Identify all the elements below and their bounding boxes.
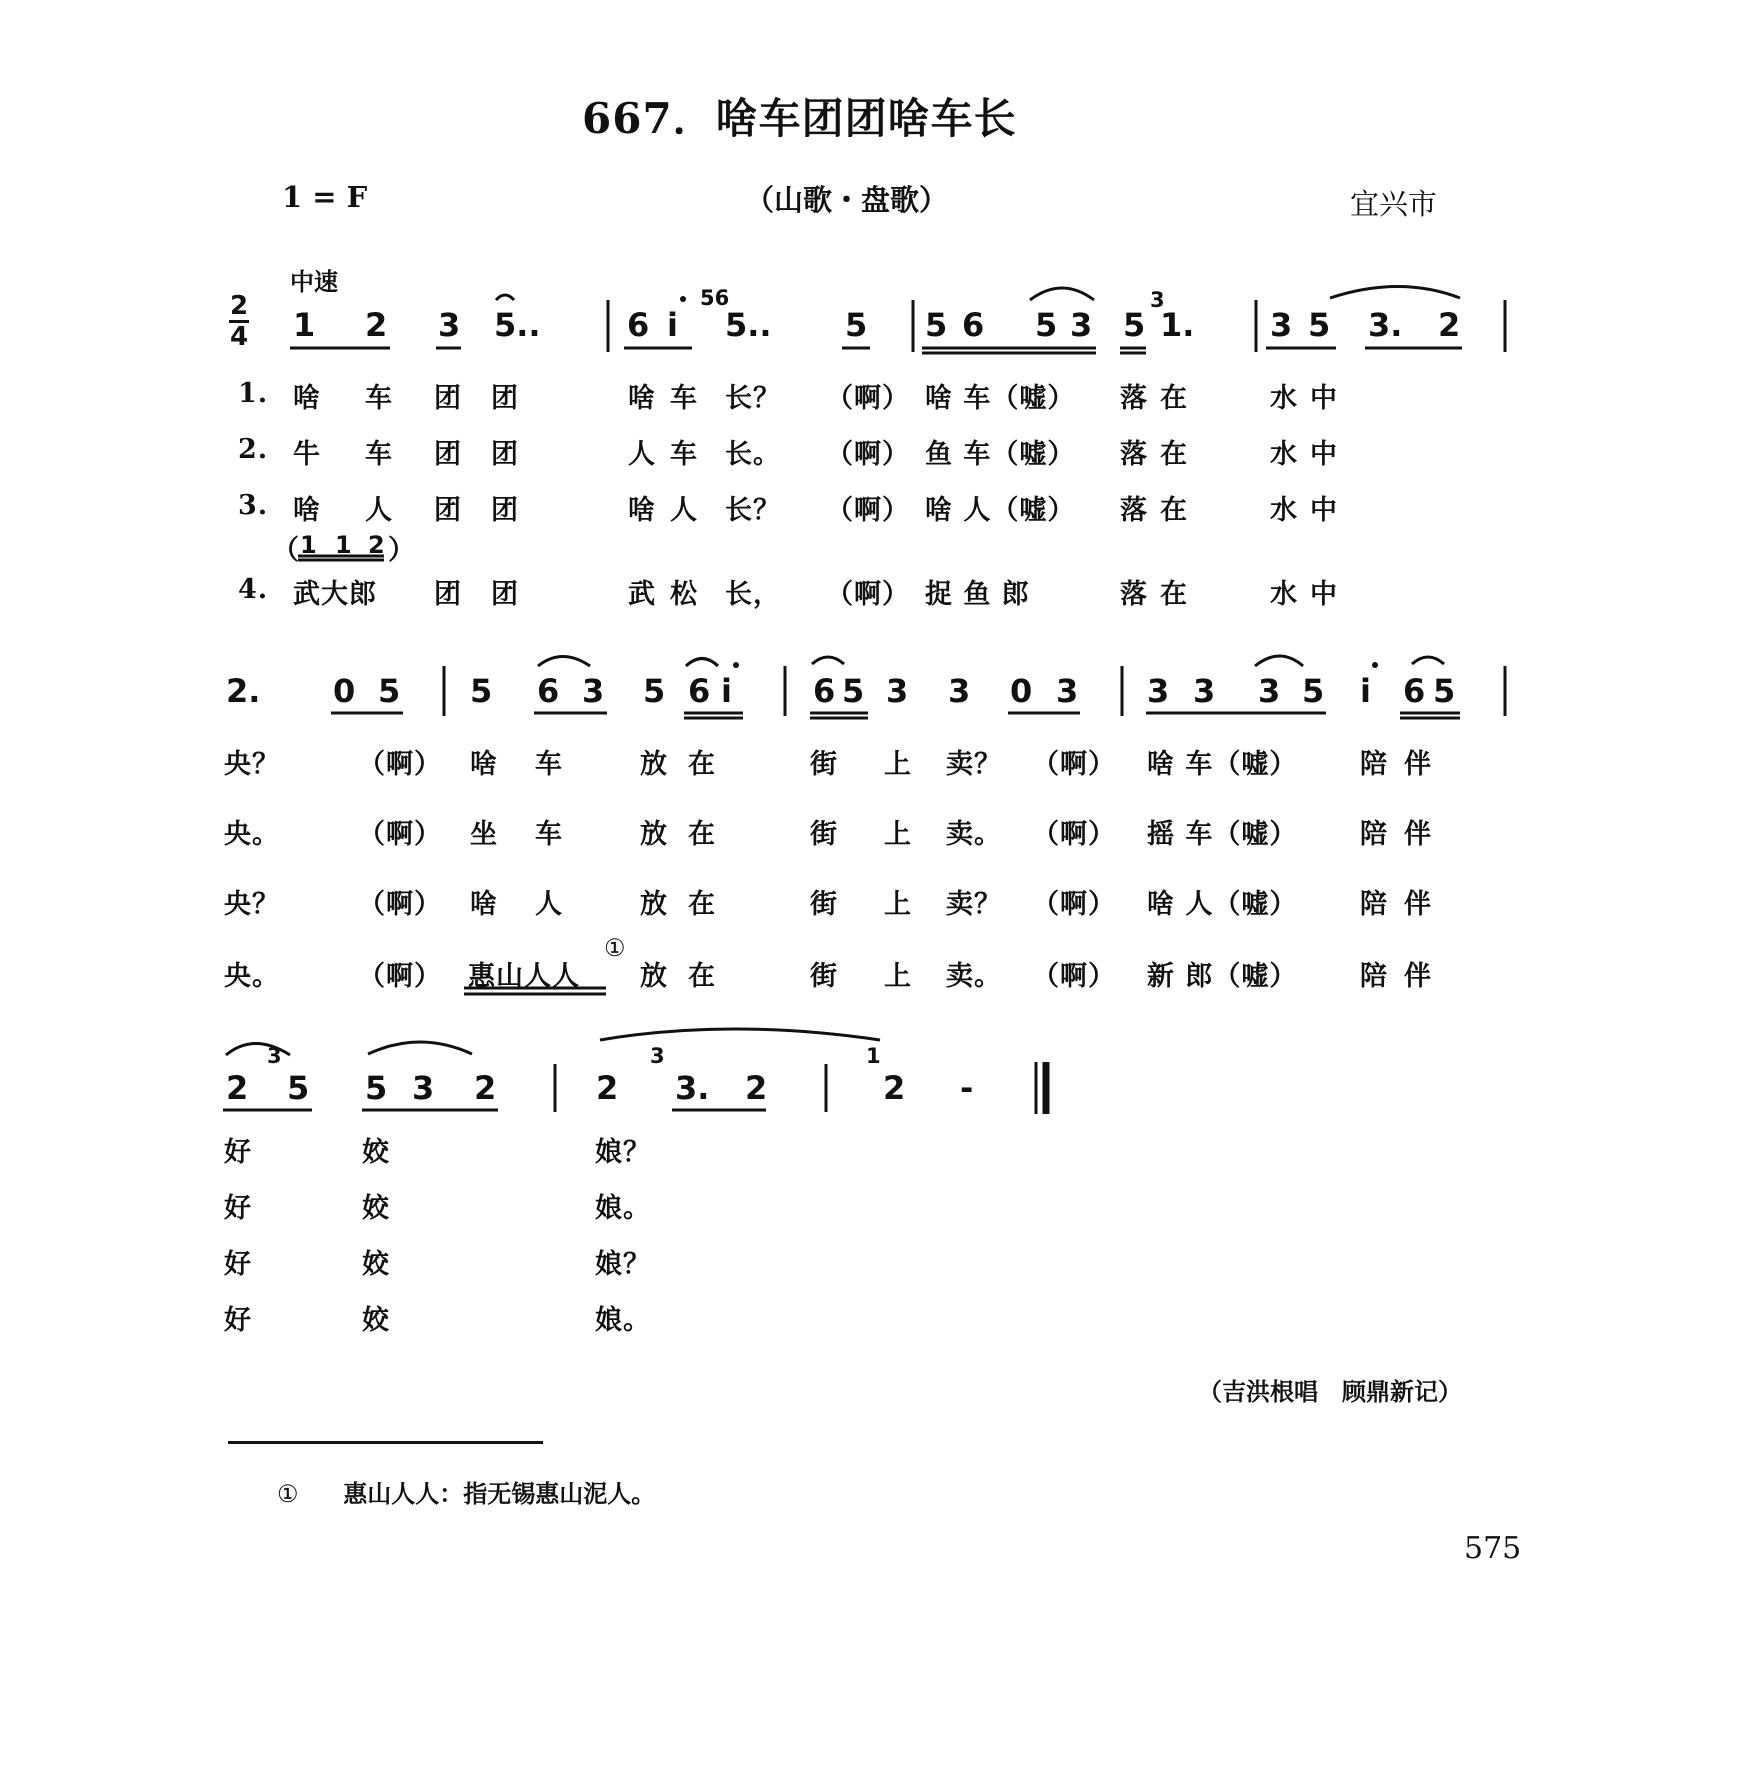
page-number: 575 bbox=[1464, 1531, 1522, 1566]
lyric-syllable: 在 bbox=[1160, 579, 1188, 610]
lyric-syllable: （啊） bbox=[1032, 819, 1116, 850]
lyric-syllable: 团 bbox=[491, 383, 519, 414]
lyric-syllable: 牛 bbox=[293, 439, 321, 470]
lyric-syllable: 车 bbox=[670, 439, 698, 470]
slur bbox=[1330, 287, 1460, 299]
note: 5 bbox=[365, 1069, 388, 1107]
lyric-syllable: 在 bbox=[688, 889, 716, 920]
note: 6 bbox=[1403, 672, 1426, 710]
lyric-syllable: 啥 人（嘘） bbox=[925, 495, 1076, 526]
lyric-syllable: 伴 bbox=[1404, 749, 1432, 780]
lyric-syllable: 啥 bbox=[293, 383, 321, 414]
tempo-marking: 中速 bbox=[290, 267, 338, 296]
genre-label: （山歌・盘歌） bbox=[745, 183, 949, 217]
lyric-syllable: 啥 车（嘘） bbox=[925, 383, 1076, 414]
note: 3 bbox=[1056, 672, 1079, 710]
lyric-syllable: 落 bbox=[1120, 495, 1148, 526]
grace-note: 3 bbox=[267, 1044, 282, 1068]
lyric-syllable: 上 bbox=[884, 889, 912, 920]
lyric-syllable: 街 bbox=[810, 819, 838, 850]
lyric-syllable: 人 bbox=[535, 889, 563, 920]
footnote-marker: ① bbox=[604, 934, 626, 962]
lyric-syllable: 伴 bbox=[1404, 961, 1432, 992]
note: 3 bbox=[438, 306, 461, 344]
lyric-syllable: 落 bbox=[1120, 439, 1148, 470]
lyric-syllable: 在 bbox=[1160, 439, 1188, 470]
lyric-syllable: 在 bbox=[688, 961, 716, 992]
lyric-syllable: （啊） bbox=[358, 889, 442, 920]
lyric-syllable: 团 bbox=[491, 495, 519, 526]
lyric-syllable: 陪 bbox=[1360, 961, 1388, 992]
variant-note: 1 bbox=[335, 531, 352, 559]
note: 5 bbox=[1308, 306, 1331, 344]
note: 3 bbox=[1270, 306, 1293, 344]
lyric-syllable: 好 bbox=[224, 1249, 252, 1280]
slur bbox=[1255, 656, 1303, 666]
lyric-syllable: 啥 人（嘘） bbox=[1147, 889, 1298, 920]
lyric-syllable: 团 bbox=[434, 439, 462, 470]
lyric-syllable: 好 bbox=[224, 1305, 252, 1336]
lyric-syllable: 啥 bbox=[293, 495, 321, 526]
lyric-syllable: 街 bbox=[810, 961, 838, 992]
lyric-syllable: 卖。 bbox=[946, 961, 1002, 992]
lyric-syllable: 捉 鱼 郎 bbox=[925, 579, 1030, 610]
lyric-syllable: 卖。 bbox=[946, 819, 1002, 850]
lyric-syllable: 人 bbox=[365, 495, 393, 526]
lyric-syllable: （啊） bbox=[826, 439, 910, 470]
fermata bbox=[496, 295, 514, 300]
note: 3 bbox=[1147, 672, 1170, 710]
lyric-syllable: 姣 bbox=[362, 1249, 390, 1280]
note: 5.. bbox=[725, 306, 772, 344]
lyric-syllable: 好 bbox=[224, 1137, 252, 1168]
lyric-syllable: 中 bbox=[1310, 439, 1338, 470]
lyric-syllable: 央。 bbox=[224, 961, 280, 992]
lyric-syllable: 水 bbox=[1270, 439, 1298, 470]
note: 5 bbox=[643, 672, 666, 710]
lyric-syllable: 放 bbox=[640, 889, 668, 920]
lyric-syllable: （啊） bbox=[1032, 749, 1116, 780]
note: 5 bbox=[1302, 672, 1325, 710]
variant-note: 1 bbox=[300, 531, 317, 559]
note: 3. bbox=[1368, 306, 1403, 344]
lyric-syllable: 中 bbox=[1310, 495, 1338, 526]
lyric-syllable: 团 bbox=[491, 579, 519, 610]
lyric-syllable: 鱼 车（嘘） bbox=[925, 439, 1076, 470]
lyric-syllable: 长？ bbox=[725, 495, 781, 526]
lyric-syllable: 娘。 bbox=[595, 1193, 651, 1224]
grace-note: 3 bbox=[1150, 288, 1165, 312]
lyric-syllable: （啊） bbox=[1032, 889, 1116, 920]
lyric-syllable: 团 bbox=[434, 579, 462, 610]
octave-dot bbox=[1372, 662, 1378, 668]
footnote-text: 惠山人人：指无锡惠山泥人。 bbox=[343, 1479, 656, 1508]
lyric-syllable: 车 bbox=[365, 439, 393, 470]
note: 6 bbox=[962, 306, 985, 344]
verse-number: 2. bbox=[238, 434, 269, 465]
lyric-syllable: 人 bbox=[670, 495, 698, 526]
note: i bbox=[721, 672, 732, 710]
note: 3 bbox=[948, 672, 971, 710]
lyric-syllable: 好 bbox=[224, 1193, 252, 1224]
lyric-syllable: （啊） bbox=[826, 383, 910, 414]
grace-note: 3 bbox=[650, 1044, 665, 1068]
note: 2 bbox=[883, 1069, 906, 1107]
footnote-mark: ① bbox=[277, 1480, 299, 1508]
note: 0 bbox=[333, 672, 356, 710]
lyric-syllable: 娘。 bbox=[595, 1305, 651, 1336]
lyric-syllable: 放 bbox=[640, 961, 668, 992]
lyric-syllable: 武大郎 bbox=[293, 579, 377, 610]
note: 3 bbox=[886, 672, 909, 710]
verse-number: 4. bbox=[238, 574, 269, 605]
variant-close-paren: ） bbox=[388, 535, 416, 566]
note: 6 bbox=[627, 306, 650, 344]
lyric-syllable: 啥 bbox=[470, 889, 498, 920]
lyric-syllable: 落 bbox=[1120, 579, 1148, 610]
lyric-syllable: （啊） bbox=[358, 749, 442, 780]
lyric-syllable: 姣 bbox=[362, 1193, 390, 1224]
note: 2. bbox=[226, 672, 261, 710]
lyric-syllable: 长， bbox=[725, 579, 781, 610]
lyric-syllable: 街 bbox=[810, 889, 838, 920]
lyric-syllable: 团 bbox=[491, 439, 519, 470]
slur bbox=[226, 1044, 290, 1056]
place-label: 宜兴市 bbox=[1350, 187, 1438, 221]
note: 5 bbox=[1123, 306, 1146, 344]
lyric-syllable: 在 bbox=[1160, 383, 1188, 414]
note: 3. bbox=[675, 1069, 710, 1107]
lyric-syllable: 武 bbox=[628, 579, 656, 610]
lyric-syllable: 团 bbox=[434, 495, 462, 526]
note: 3 bbox=[1258, 672, 1281, 710]
lyric-syllable: 卖？ bbox=[946, 889, 1002, 920]
lyric-syllable: 啥 bbox=[628, 495, 656, 526]
lyric-syllable: 在 bbox=[688, 749, 716, 780]
lyric-syllable: 卖？ bbox=[946, 749, 1002, 780]
lyric-syllable: 娘？ bbox=[595, 1249, 651, 1280]
lyric-syllable: 啥 bbox=[628, 383, 656, 414]
lyric-syllable: 伴 bbox=[1404, 889, 1432, 920]
verse-number: 3. bbox=[238, 490, 269, 521]
note: 3 bbox=[582, 672, 605, 710]
lyric-syllable: 上 bbox=[884, 961, 912, 992]
octave-dot bbox=[733, 662, 739, 668]
lyric-syllable: 中 bbox=[1310, 383, 1338, 414]
note: 1 bbox=[293, 306, 316, 344]
time-signature-top: 2 bbox=[229, 291, 249, 321]
lyric-syllable: 车 bbox=[670, 383, 698, 414]
note: 6 bbox=[537, 672, 560, 710]
lyric-syllable: （啊） bbox=[1032, 961, 1116, 992]
note: 6 bbox=[813, 672, 836, 710]
lyric-syllable: 啥 bbox=[470, 749, 498, 780]
lyric-syllable: 放 bbox=[640, 749, 668, 780]
lyric-syllable: （啊） bbox=[358, 819, 442, 850]
note: 2 bbox=[365, 306, 388, 344]
lyric-syllable-huishan: 惠山人人 bbox=[468, 961, 580, 992]
lyric-syllable: 在 bbox=[1160, 495, 1188, 526]
note: 3 bbox=[412, 1069, 435, 1107]
verse-number: 1. bbox=[238, 378, 269, 409]
note: 1. bbox=[1160, 306, 1195, 344]
lyric-syllable: 长？ bbox=[725, 383, 781, 414]
lyric-syllable: 陪 bbox=[1360, 889, 1388, 920]
lyric-syllable: 央。 bbox=[224, 819, 280, 850]
note: 5 bbox=[1433, 672, 1456, 710]
lyric-syllable: 水 bbox=[1270, 495, 1298, 526]
lyric-syllable: 中 bbox=[1310, 579, 1338, 610]
lyric-syllable: 央？ bbox=[224, 889, 280, 920]
note: 5 bbox=[1035, 306, 1058, 344]
slur bbox=[368, 1042, 472, 1054]
lyric-syllable: 上 bbox=[884, 819, 912, 850]
lyric-syllable: 团 bbox=[434, 383, 462, 414]
lyric-syllable: 坐 bbox=[470, 819, 498, 850]
lyric-syllable: 车 bbox=[365, 383, 393, 414]
note: i bbox=[1360, 672, 1371, 710]
note: 2 bbox=[1438, 306, 1461, 344]
lyric-syllable: 落 bbox=[1120, 383, 1148, 414]
note: 5 bbox=[287, 1069, 310, 1107]
time-signature-bottom: 4 bbox=[229, 322, 249, 352]
credit-line: （吉洪根唱 顾鼎新记） bbox=[1198, 1377, 1462, 1406]
slur bbox=[538, 657, 590, 667]
lyric-syllable: 水 bbox=[1270, 579, 1298, 610]
grace-note: 1 bbox=[866, 1044, 881, 1068]
lyric-syllable: 陪 bbox=[1360, 749, 1388, 780]
octave-dot bbox=[680, 296, 686, 302]
lyric-syllable: 央？ bbox=[224, 749, 280, 780]
lyric-syllable: 姣 bbox=[362, 1305, 390, 1336]
lyric-syllable: 啥 车（嘘） bbox=[1147, 749, 1298, 780]
lyric-syllable: 新 郎（嘘） bbox=[1147, 961, 1298, 992]
lyric-syllable: （啊） bbox=[826, 495, 910, 526]
note: 5 bbox=[925, 306, 948, 344]
slur bbox=[686, 659, 718, 667]
lyric-syllable: 娘？ bbox=[595, 1137, 651, 1168]
note: 6 bbox=[688, 672, 711, 710]
slur bbox=[812, 657, 844, 664]
note: 2 bbox=[596, 1069, 619, 1107]
lyric-syllable: 姣 bbox=[362, 1137, 390, 1168]
note: 3 bbox=[1193, 672, 1216, 710]
lyric-syllable: 车 bbox=[535, 819, 563, 850]
slur bbox=[600, 1029, 880, 1040]
lyric-syllable: （啊） bbox=[826, 579, 910, 610]
note: 0 bbox=[1010, 672, 1033, 710]
key-signature: 1 = F bbox=[282, 180, 368, 214]
lyric-syllable: 上 bbox=[884, 749, 912, 780]
song-title: 667．啥车团团啥车长 bbox=[582, 94, 1017, 143]
note: 5 bbox=[845, 306, 868, 344]
note: 5 bbox=[842, 672, 865, 710]
note: 2 bbox=[745, 1069, 768, 1107]
lyric-syllable: 长。 bbox=[725, 439, 781, 470]
note: i bbox=[667, 306, 678, 344]
slur bbox=[1412, 657, 1444, 664]
lyric-syllable: 摇 车（嘘） bbox=[1147, 819, 1298, 850]
grace-note: 56 bbox=[700, 286, 730, 310]
lyric-syllable: 车 bbox=[535, 749, 563, 780]
lyric-syllable: 陪 bbox=[1360, 819, 1388, 850]
lyric-syllable: 在 bbox=[688, 819, 716, 850]
lyric-syllable: 伴 bbox=[1404, 819, 1432, 850]
lyric-syllable: 街 bbox=[810, 749, 838, 780]
note: 2 bbox=[474, 1069, 497, 1107]
lyric-syllable: 松 bbox=[670, 579, 698, 610]
variant-open-paren: （ bbox=[272, 535, 300, 566]
lyric-syllable: 人 bbox=[628, 439, 656, 470]
note: 2 bbox=[226, 1069, 249, 1107]
note: 5.. bbox=[494, 306, 541, 344]
rest-dash: - bbox=[960, 1069, 974, 1107]
lyric-syllable: （啊） bbox=[358, 961, 442, 992]
variant-note: 2 bbox=[368, 531, 385, 559]
note: 5 bbox=[470, 672, 493, 710]
lyric-syllable: 放 bbox=[640, 819, 668, 850]
note: 5 bbox=[378, 672, 401, 710]
slur bbox=[1030, 288, 1094, 300]
note: 3 bbox=[1070, 306, 1093, 344]
lyric-syllable: 水 bbox=[1270, 383, 1298, 414]
